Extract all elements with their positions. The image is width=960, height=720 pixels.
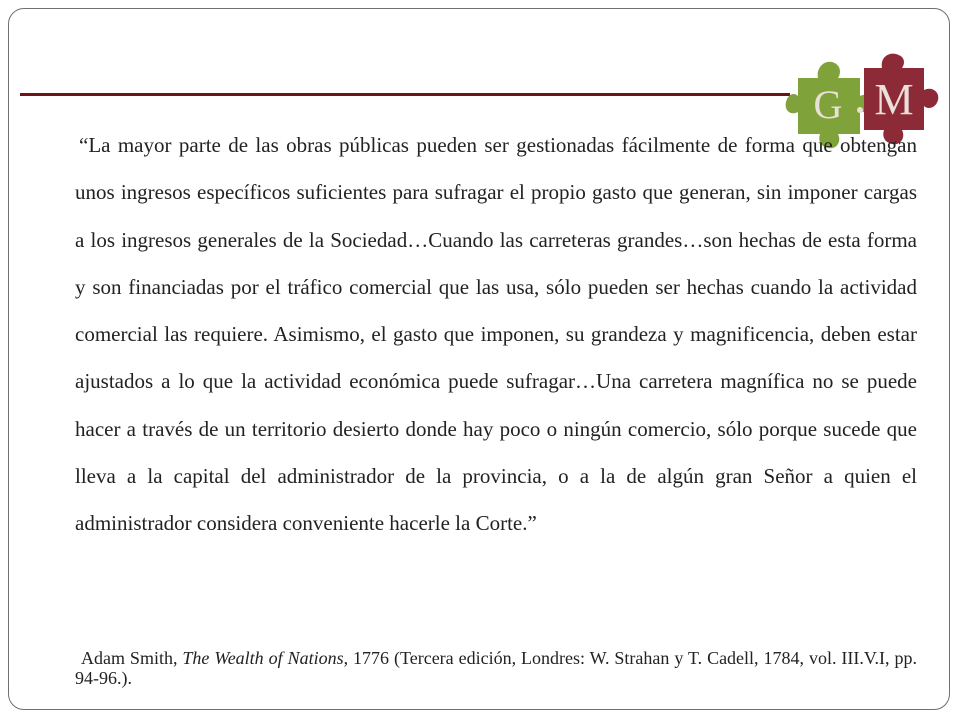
citation-details: , 1776 (Tercera edición, Londres: W. Strahan y T. Cadell, 1784, vol. III.V.I, pp. 94-96.).	[75, 648, 917, 688]
citation	[75, 648, 917, 688]
logo-dot	[857, 107, 863, 113]
citation-work-title: The Wealth of Nations	[182, 648, 344, 668]
title-rule	[20, 93, 790, 96]
citation-author: Adam Smith,	[81, 648, 183, 668]
quote-text: “La mayor parte de las obras públicas pueden ser gestionadas fácilmente de forma que obtengan unos ingresos específicos suficientes para sufragar el propio gasto que generan, sin imponer cargas a los ingresos generales de la Sociedad…Cuando las carreteras grandes…son hechas de esta forma y son financiadas por el tráfico comercial que las usa, sólo pueden ser hechas cuando la actividad comercial las requiere. Asimismo, el gasto que imponen, su grandeza y magnificencia, deben estar ajustados a lo que la actividad económica puede sufragar…Una carretera magnífica no se puede hacer a través de un territorio desierto donde hay poco o ningún comercio, sólo porque sucede que lleva a la capital del administrador de la provincia, o a la de algún gran Señor a quien el administrador considera conveniente hacerle la Corte.”	[75, 133, 917, 536]
logo-letter-g: G	[813, 82, 843, 127]
logo-letter-m: M	[874, 75, 914, 124]
